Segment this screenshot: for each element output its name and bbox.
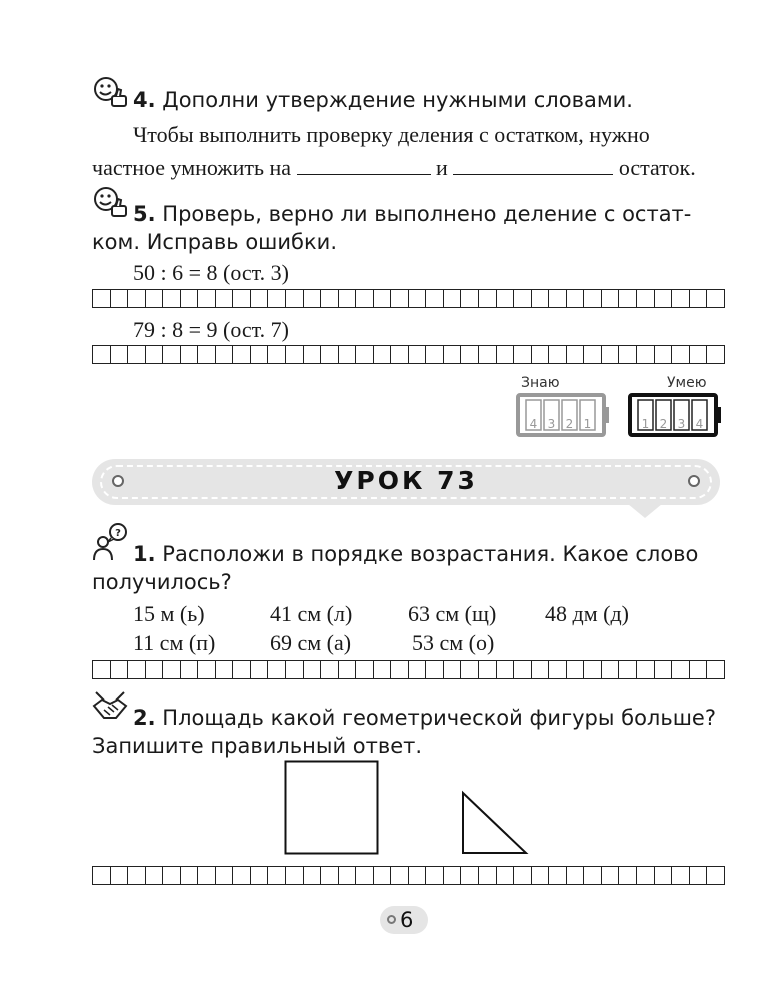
answer-cell[interactable] xyxy=(128,345,146,364)
answer-cell[interactable] xyxy=(707,289,725,308)
answer-cell[interactable] xyxy=(514,345,532,364)
person-question-icon xyxy=(92,522,132,562)
answer-cell[interactable] xyxy=(128,289,146,308)
answer-cell[interactable] xyxy=(146,289,164,308)
l-task2-heading xyxy=(133,704,716,732)
task4-line2-b: и xyxy=(436,155,448,180)
answer-cell[interactable] xyxy=(619,866,637,885)
l-task1-title-line2: получилось? xyxy=(92,570,232,594)
l-task2-title-line1: Площадь какой геометрической фигуры больше? xyxy=(162,706,717,730)
answer-cell[interactable] xyxy=(163,345,181,364)
measure-item: 53 см (о) xyxy=(412,630,495,655)
answer-cell[interactable] xyxy=(461,866,479,885)
answer-cell[interactable] xyxy=(146,345,164,364)
answer-cell[interactable] xyxy=(304,289,322,308)
answer-cell[interactable] xyxy=(707,660,725,679)
answer-cell[interactable] xyxy=(690,289,708,308)
answer-cell[interactable] xyxy=(356,345,374,364)
answer-cell[interactable] xyxy=(619,345,637,364)
answer-cell[interactable] xyxy=(321,289,339,308)
answer-cell[interactable] xyxy=(532,866,550,885)
task4-number: 4. xyxy=(133,88,156,112)
answer-cell[interactable] xyxy=(584,345,602,364)
answer-cell[interactable] xyxy=(216,289,234,308)
l-task1-heading xyxy=(133,540,698,568)
task4-line2 xyxy=(92,154,696,182)
answer-blank-2[interactable] xyxy=(453,156,613,175)
measure-item: 48 дм (д) xyxy=(545,601,629,626)
answer-cell[interactable] xyxy=(444,866,462,885)
answer-cell[interactable] xyxy=(426,866,444,885)
answer-cell[interactable] xyxy=(356,866,374,885)
answer-cell[interactable] xyxy=(497,345,515,364)
answer-cell[interactable] xyxy=(391,660,409,679)
smiley-thumbs-up-icon xyxy=(92,186,130,218)
answer-cell[interactable] xyxy=(461,289,479,308)
answer-cell[interactable] xyxy=(233,289,251,308)
answer-cell[interactable] xyxy=(461,345,479,364)
answer-cell[interactable] xyxy=(146,660,164,679)
answer-cell[interactable] xyxy=(584,660,602,679)
answer-cell[interactable] xyxy=(444,660,462,679)
answer-cell[interactable] xyxy=(672,660,690,679)
answer-cell[interactable] xyxy=(549,660,567,679)
answer-cell[interactable] xyxy=(707,866,725,885)
answer-cell[interactable] xyxy=(479,866,497,885)
answer-cell[interactable] xyxy=(690,345,708,364)
answer-cell[interactable] xyxy=(497,289,515,308)
answer-cell[interactable] xyxy=(391,345,409,364)
answer-cell[interactable] xyxy=(111,345,129,364)
answer-cell[interactable] xyxy=(251,289,269,308)
know-battery-icon[interactable] xyxy=(516,393,610,437)
answer-cell[interactable] xyxy=(198,345,216,364)
answer-cell[interactable] xyxy=(374,866,392,885)
lesson-header xyxy=(92,459,720,505)
answer-cell[interactable] xyxy=(339,289,357,308)
answer-cell[interactable] xyxy=(479,345,497,364)
can-battery-icon[interactable] xyxy=(628,393,722,437)
answer-cell[interactable] xyxy=(251,660,269,679)
answer-cell[interactable] xyxy=(93,345,111,364)
answer-cell[interactable] xyxy=(444,345,462,364)
square-shape xyxy=(284,760,380,856)
answer-cell[interactable] xyxy=(374,345,392,364)
task5-title-line1: Проверь, верно ли выполнено деление с остат- xyxy=(162,202,692,226)
task4-title: Дополни утверждение нужными словами. xyxy=(162,88,633,112)
answer-cell[interactable] xyxy=(286,345,304,364)
task4-line2-c: остаток. xyxy=(618,155,696,180)
answer-cell[interactable] xyxy=(181,866,199,885)
answer-cell[interactable] xyxy=(286,660,304,679)
answer-cell[interactable] xyxy=(584,289,602,308)
handshake-icon xyxy=(90,688,130,724)
answer-cell[interactable] xyxy=(409,289,427,308)
know-cell-label: 3 xyxy=(547,417,556,431)
answer-cell[interactable] xyxy=(619,289,637,308)
answer-cell[interactable] xyxy=(93,866,111,885)
answer-cell[interactable] xyxy=(198,660,216,679)
measure-item: 41 см (л) xyxy=(270,601,353,626)
know-label: Знаю xyxy=(521,375,560,391)
answer-cell[interactable] xyxy=(111,660,129,679)
answer-cell[interactable] xyxy=(655,345,673,364)
answer-cell[interactable] xyxy=(339,660,357,679)
answer-cell[interactable] xyxy=(374,289,392,308)
answer-cell[interactable] xyxy=(672,866,690,885)
answer-cell[interactable] xyxy=(146,866,164,885)
answer-cell[interactable] xyxy=(268,289,286,308)
task5-number: 5. xyxy=(133,202,156,226)
answer-cell[interactable] xyxy=(216,660,234,679)
answer-cell[interactable] xyxy=(163,289,181,308)
answer-cell[interactable] xyxy=(356,660,374,679)
answer-cell[interactable] xyxy=(584,866,602,885)
answer-cell[interactable] xyxy=(619,660,637,679)
answer-cell[interactable] xyxy=(514,660,532,679)
answer-cell[interactable] xyxy=(391,289,409,308)
answer-cell[interactable] xyxy=(672,289,690,308)
answer-grid-4[interactable] xyxy=(92,866,725,885)
lesson-bar-tab xyxy=(628,504,662,518)
answer-cell[interactable] xyxy=(532,345,550,364)
answer-cell[interactable] xyxy=(251,345,269,364)
answer-cell[interactable] xyxy=(233,866,251,885)
answer-cell[interactable] xyxy=(233,660,251,679)
answer-cell[interactable] xyxy=(479,660,497,679)
can-cell-label: 3 xyxy=(677,417,686,431)
answer-cell[interactable] xyxy=(268,660,286,679)
can-label: Умею xyxy=(667,375,707,391)
l-task1-title-line1: Расположи в порядке возрастания. Какое слово xyxy=(162,542,699,566)
answer-cell[interactable] xyxy=(268,345,286,364)
answer-cell[interactable] xyxy=(233,345,251,364)
task5-expression-1: 50 : 6 = 8 (ост. 3) xyxy=(133,260,289,285)
ring-icon xyxy=(387,915,396,924)
svg-text:?: ? xyxy=(115,528,121,539)
answer-cell[interactable] xyxy=(532,289,550,308)
answer-cell[interactable] xyxy=(707,345,725,364)
answer-cell[interactable] xyxy=(304,866,322,885)
answer-cell[interactable] xyxy=(321,345,339,364)
answer-cell[interactable] xyxy=(391,866,409,885)
answer-cell[interactable] xyxy=(181,660,199,679)
answer-cell[interactable] xyxy=(602,345,620,364)
smiley-thumbs-up-icon xyxy=(92,76,130,108)
answer-cell[interactable] xyxy=(567,345,585,364)
answer-cell[interactable] xyxy=(444,289,462,308)
answer-grid-2[interactable] xyxy=(92,345,725,364)
measure-item: 69 см (а) xyxy=(270,630,352,655)
answer-cell[interactable] xyxy=(181,345,199,364)
answer-cell[interactable] xyxy=(567,866,585,885)
answer-cell[interactable] xyxy=(198,866,216,885)
l-task1-number: 1. xyxy=(133,542,156,566)
know-cell-label: 1 xyxy=(583,417,592,431)
answer-cell[interactable] xyxy=(374,660,392,679)
answer-cell[interactable] xyxy=(286,866,304,885)
answer-cell[interactable] xyxy=(602,866,620,885)
answer-cell[interactable] xyxy=(602,289,620,308)
answer-cell[interactable] xyxy=(655,289,673,308)
answer-cell[interactable] xyxy=(497,866,515,885)
task4-line1: Чтобы выполнить проверку деления с остатком, нужно xyxy=(133,122,650,147)
answer-cell[interactable] xyxy=(128,866,146,885)
answer-cell[interactable] xyxy=(304,660,322,679)
answer-cell[interactable] xyxy=(461,660,479,679)
measure-item: 11 см (п) xyxy=(133,630,216,655)
answer-cell[interactable] xyxy=(409,866,427,885)
answer-cell[interactable] xyxy=(409,345,427,364)
answer-cell[interactable] xyxy=(532,660,550,679)
answer-cell[interactable] xyxy=(567,660,585,679)
answer-cell[interactable] xyxy=(479,289,497,308)
answer-cell[interactable] xyxy=(163,660,181,679)
answer-cell[interactable] xyxy=(93,289,111,308)
answer-cell[interactable] xyxy=(549,345,567,364)
l-task2-number: 2. xyxy=(133,706,156,730)
answer-cell[interactable] xyxy=(163,866,181,885)
answer-cell[interactable] xyxy=(514,289,532,308)
answer-cell[interactable] xyxy=(426,660,444,679)
task5-title-line2: ком. Исправь ошибки. xyxy=(92,230,338,254)
answer-cell[interactable] xyxy=(339,866,357,885)
measure-item: 63 см (щ) xyxy=(408,601,497,626)
answer-cell[interactable] xyxy=(637,660,655,679)
answer-cell[interactable] xyxy=(321,660,339,679)
answer-cell[interactable] xyxy=(304,345,322,364)
answer-cell[interactable] xyxy=(268,866,286,885)
can-cell-label: 1 xyxy=(641,417,650,431)
answer-cell[interactable] xyxy=(321,866,339,885)
answer-cell[interactable] xyxy=(602,660,620,679)
answer-cell[interactable] xyxy=(567,289,585,308)
page-number-pill xyxy=(380,906,428,934)
answer-cell[interactable] xyxy=(286,289,304,308)
answer-cell[interactable] xyxy=(549,289,567,308)
answer-cell[interactable] xyxy=(216,345,234,364)
answer-cell[interactable] xyxy=(549,866,567,885)
answer-cell[interactable] xyxy=(690,660,708,679)
answer-cell[interactable] xyxy=(426,289,444,308)
can-cell-label: 2 xyxy=(659,417,668,431)
answer-cell[interactable] xyxy=(128,660,146,679)
task4-line2-a: частное умножить на xyxy=(92,155,292,180)
know-cell-label: 2 xyxy=(565,417,574,431)
answer-cell[interactable] xyxy=(216,866,234,885)
answer-cell[interactable] xyxy=(690,866,708,885)
answer-cell[interactable] xyxy=(672,345,690,364)
task4-heading xyxy=(133,86,633,114)
know-cell-label: 4 xyxy=(529,417,538,431)
answer-grid-1[interactable] xyxy=(92,289,725,308)
answer-cell[interactable] xyxy=(111,289,129,308)
answer-cell[interactable] xyxy=(339,345,357,364)
answer-cell[interactable] xyxy=(637,345,655,364)
answer-cell[interactable] xyxy=(93,660,111,679)
task5-expression-2: 79 : 8 = 9 (ост. 7) xyxy=(133,317,289,342)
answer-cell[interactable] xyxy=(426,345,444,364)
lesson-title: УРОК 73 xyxy=(334,466,478,495)
task5-heading xyxy=(133,200,691,228)
answer-cell[interactable] xyxy=(637,289,655,308)
l-task2-title-line2: Запишите правильный ответ. xyxy=(92,734,423,758)
answer-cell[interactable] xyxy=(181,289,199,308)
can-cell-label: 4 xyxy=(695,417,704,431)
answer-cell[interactable] xyxy=(655,660,673,679)
answer-cell[interactable] xyxy=(356,289,374,308)
page-number: 6 xyxy=(400,908,414,932)
triangle-shape xyxy=(460,790,530,856)
answer-cell[interactable] xyxy=(637,866,655,885)
answer-cell[interactable] xyxy=(514,866,532,885)
answer-cell[interactable] xyxy=(251,866,269,885)
answer-cell[interactable] xyxy=(655,866,673,885)
answer-grid-3[interactable] xyxy=(92,660,725,679)
measure-item: 15 м (ь) xyxy=(133,601,205,626)
answer-blank-1[interactable] xyxy=(297,156,431,175)
answer-cell[interactable] xyxy=(497,660,515,679)
answer-cell[interactable] xyxy=(111,866,129,885)
answer-cell[interactable] xyxy=(198,289,216,308)
answer-cell[interactable] xyxy=(409,660,427,679)
